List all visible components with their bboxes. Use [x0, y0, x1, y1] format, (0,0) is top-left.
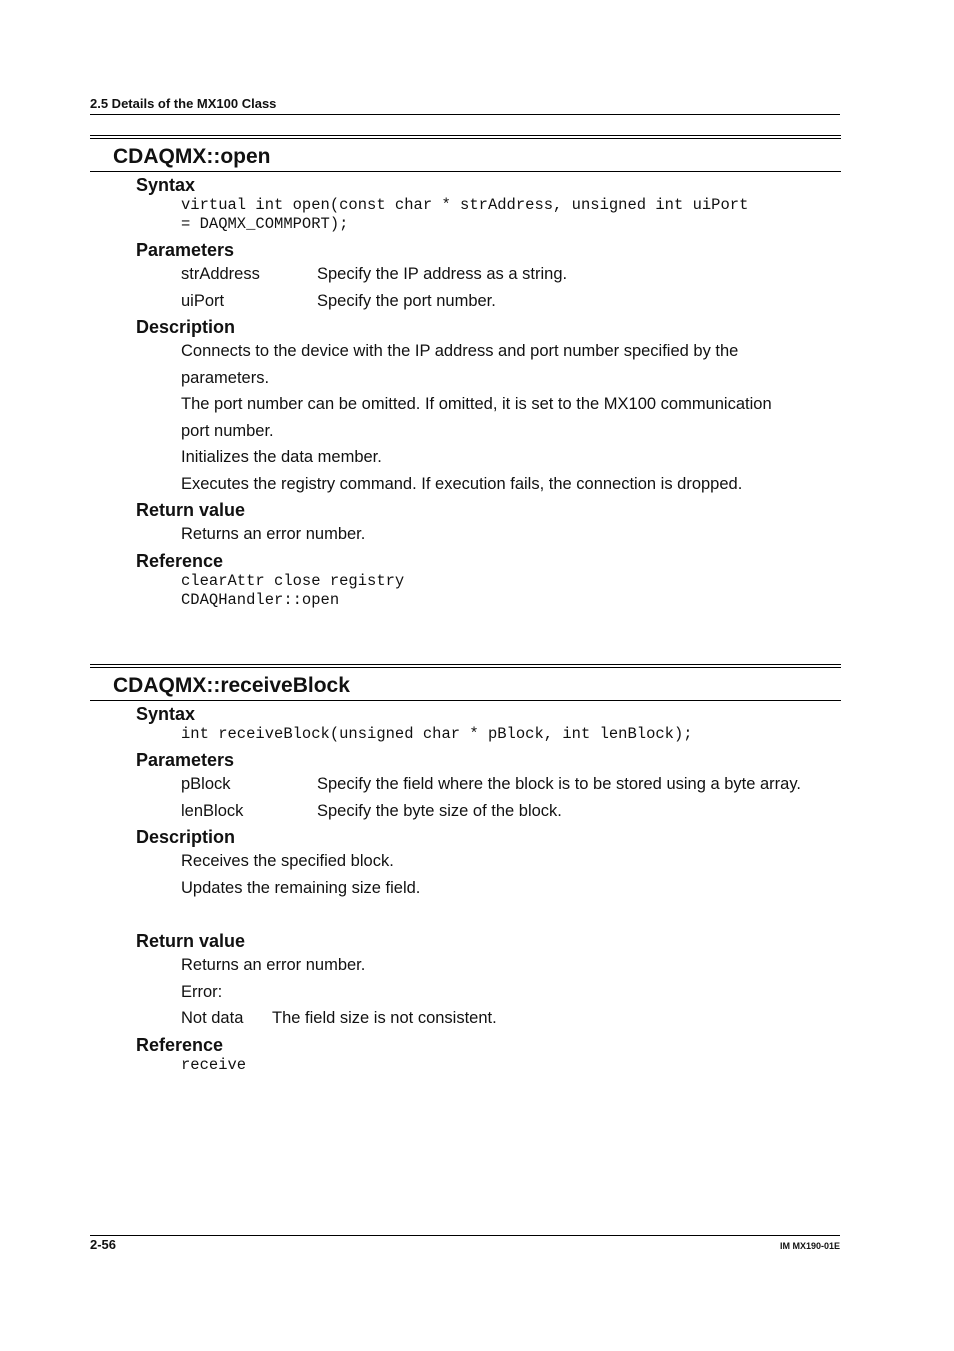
description-text — [181, 338, 841, 497]
reference-line: CDAQHandler::open — [181, 590, 340, 609]
return-text — [181, 952, 841, 1032]
syntax-code — [181, 725, 841, 744]
description-line: parameters. — [181, 368, 270, 387]
parameters-list — [181, 261, 841, 314]
page-number: 2-56 — [90, 1237, 117, 1252]
parameter-row — [181, 798, 841, 825]
parameter-row — [181, 288, 841, 315]
section-receive-block — [90, 664, 841, 1075]
reference-code — [181, 1056, 841, 1075]
section-open — [90, 135, 841, 610]
parameter-name: lenBlock — [181, 801, 244, 820]
code-line: = DAQMX_COMMPORT); — [181, 215, 349, 233]
page-header — [90, 96, 840, 115]
return-line: Error: — [181, 982, 223, 1001]
reference-line: receive — [181, 1055, 247, 1074]
description-heading: Description — [136, 827, 236, 847]
parameter-row — [181, 261, 841, 288]
description-line: Connects to the device with the IP address and port number specified by the — [181, 342, 739, 360]
parameters-list — [181, 771, 841, 824]
description-line: Executes the registry command. If execution fails, the connection is dropped. — [181, 474, 743, 493]
parameter-name: strAddress — [181, 265, 260, 283]
syntax-code — [181, 196, 841, 234]
code-line: virtual int open(const char * strAddress, unsigned int uiPort — [181, 196, 749, 214]
parameters-heading: Parameters — [136, 240, 235, 260]
parameter-row — [181, 771, 841, 798]
description-heading: Description — [136, 317, 236, 337]
description-line: port number. — [181, 421, 274, 440]
error-row — [181, 1005, 841, 1032]
parameter-desc: Specify the IP address as a string. — [317, 265, 568, 283]
syntax-heading: Syntax — [136, 175, 196, 195]
page-footer — [90, 1235, 840, 1252]
error-desc: The field size is not consistent. — [272, 1009, 497, 1027]
return-line: Returns an error number. — [181, 525, 366, 543]
parameter-name: uiPort — [181, 291, 225, 310]
description-text — [181, 848, 841, 901]
parameter-name: pBlock — [181, 775, 231, 793]
error-name: Not data — [181, 1009, 244, 1027]
reference-heading: Reference — [136, 550, 224, 571]
parameter-desc: Specify the byte size of the block. — [317, 801, 562, 820]
section-title: CDAQMX::open — [90, 139, 841, 172]
description-line: Initializes the data member. — [181, 448, 382, 466]
document-id: IM MX190-01E — [779, 1241, 840, 1251]
return-text — [181, 521, 841, 548]
syntax-heading: Syntax — [136, 704, 196, 724]
reference-code — [181, 572, 841, 610]
description-line: The port number can be omitted. If omitted, it is set to the MX100 communication — [181, 395, 772, 413]
parameters-heading: Parameters — [136, 750, 235, 770]
reference-heading: Reference — [136, 1034, 224, 1055]
parameter-desc: Specify the field where the block is to be stored using a byte array. — [317, 775, 801, 793]
return-heading: Return value — [136, 500, 246, 520]
header-section-label: 2.5 Details of the MX100 Class — [90, 96, 277, 111]
description-line: Receives the specified block. — [181, 852, 394, 870]
section-title: CDAQMX::receiveBlock — [90, 668, 841, 701]
return-line: Returns an error number. — [181, 956, 366, 974]
parameter-desc: Specify the port number. — [317, 291, 496, 310]
reference-line: clearAttr close registry — [181, 571, 405, 590]
description-line: Updates the remaining size field. — [181, 878, 421, 897]
return-heading: Return value — [136, 931, 246, 951]
code-line: int receiveBlock(unsigned char * pBlock, int lenBlock); — [181, 725, 693, 743]
